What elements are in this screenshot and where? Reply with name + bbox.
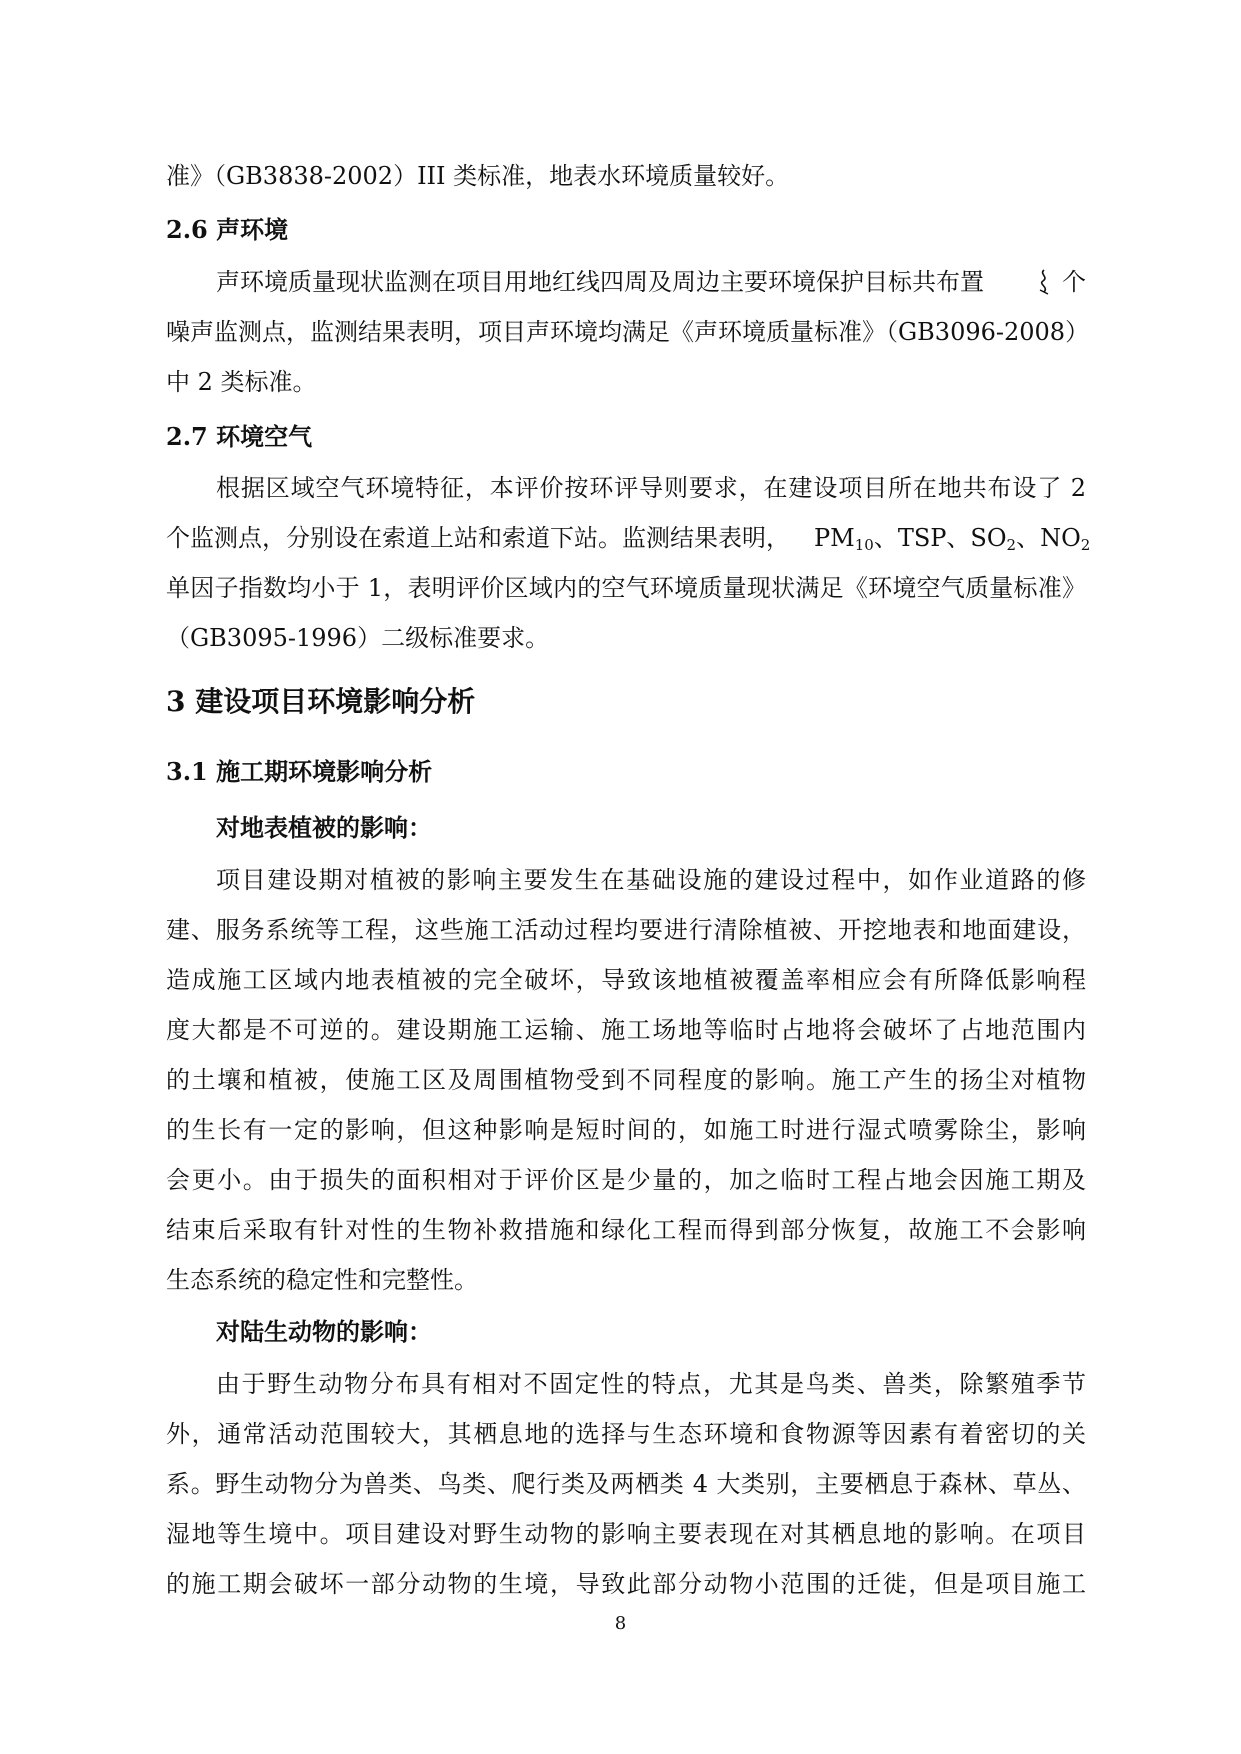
paragraph-line: 单因子指数均小于 1，表明评价区域内的空气环境质量现状满足《环境空气质量标准》 <box>166 574 1086 602</box>
paragraph-line: 的土壤和植被，使施工区及周围植物受到不同程度的影响。施工产生的扬尘对植物 <box>166 1066 1086 1094</box>
monitoring-text: 个监测点，分别设在索道上站和索道下站。监测结果表明， <box>166 524 790 552</box>
paragraph-line: 建、服务系统等工程，这些施工活动过程均要进行清除植被、开挖地表和地面建设， <box>166 916 1086 944</box>
paragraph-line: 由于野生动物分布具有相对不固定性的特点，尤其是鸟类、兽类，除繁殖季节 <box>216 1370 1086 1398</box>
paragraph-line: 结束后采取有针对性的生物补救措施和绿化工程而得到部分恢复，故施工不会影响 <box>166 1216 1086 1244</box>
paragraph-line: 系。野生动物分为兽类、鸟类、爬行类及两栖类 4 大类别，主要栖息于森林、草丛、 <box>166 1470 1086 1498</box>
section-heading-3-1: 3.1 施工期环境影响分析 <box>166 757 433 786</box>
paragraph-line: 湿地等生境中。项目建设对野生动物的影响主要表现在对其栖息地的影响。在项目 <box>166 1520 1086 1548</box>
noise-text: 声环境质量现状监测在项目用地红线四周及周边主要环境保护目标共布置 <box>216 268 984 296</box>
pollutant-list: 、TSP、SO <box>873 524 1007 552</box>
paragraph-line: 外，通常活动范围较大，其栖息地的选择与生态环境和食物源等因素有着密切的关 <box>166 1420 1086 1448</box>
paragraph-line <box>166 512 1091 564</box>
pollutant-no: 、NO <box>1016 524 1081 552</box>
subheading-wildlife: 对陆生动物的影响： <box>216 1317 432 1346</box>
paragraph-line: 的生长有一定的影响，但这种影响是短时间的，如施工时进行湿式喷雾除尘，影响 <box>166 1116 1086 1144</box>
paragraph-line: 项目建设期对植被的影响主要发生在基础设施的建设过程中，如作业道路的修 <box>216 866 1086 894</box>
paragraph-line: 准》（GB3838-2002）III 类标准，地表水环境质量较好。 <box>166 162 790 190</box>
chapter-heading-3: 3 建设项目环境影响分析 <box>166 685 476 718</box>
paragraph-line: 会更小。由于损失的面积相对于评价区是少量的，加之临时工程占地会因施工期及 <box>166 1166 1086 1194</box>
paragraph-line: 中 2 类标准。 <box>166 368 317 396</box>
pollutant-pm: PM <box>814 524 855 552</box>
pollutant-so-sub: 2 <box>1006 536 1017 554</box>
handwritten-mark-icon <box>1037 268 1051 296</box>
paragraph-line: 生态系统的稳定性和完整性。 <box>166 1266 478 1294</box>
paragraph-line: 的施工期会破坏一部分动物的生境，导致此部分动物小范围的迁徙，但是项目施工 <box>166 1570 1086 1598</box>
paragraph-line: 造成施工区域内地表植被的完全破坏，导致该地植被覆盖率相应会有所降低影响程 <box>166 966 1086 994</box>
section-heading-2-7: 2.7 环境空气 <box>166 422 313 451</box>
page-number: 8 <box>614 1613 627 1634</box>
pollutant-no-sub: 2 <box>1080 536 1091 554</box>
paragraph-line: 根据区域空气环境特征，本评价按环评导则要求，在建设项目所在地共布设了 2 <box>216 474 1086 502</box>
paragraph-line-end: 个 <box>1062 268 1086 296</box>
section-heading-2-6: 2.6 声环境 <box>166 215 289 244</box>
subheading-vegetation: 对地表植被的影响： <box>216 813 432 842</box>
pollutant-pm-sub: 10 <box>854 536 874 554</box>
paragraph-line: 噪声监测点，监测结果表明，项目声环境均满足《声环境质量标准》（GB3096-2008） <box>166 318 1090 346</box>
paragraph-line <box>216 256 1038 308</box>
paragraph-line: （GB3095-1996）二级标准要求。 <box>166 624 550 652</box>
paragraph-line: 度大都是不可逆的。建设期施工运输、施工场地等临时占地将会破坏了占地范围内 <box>166 1016 1086 1044</box>
